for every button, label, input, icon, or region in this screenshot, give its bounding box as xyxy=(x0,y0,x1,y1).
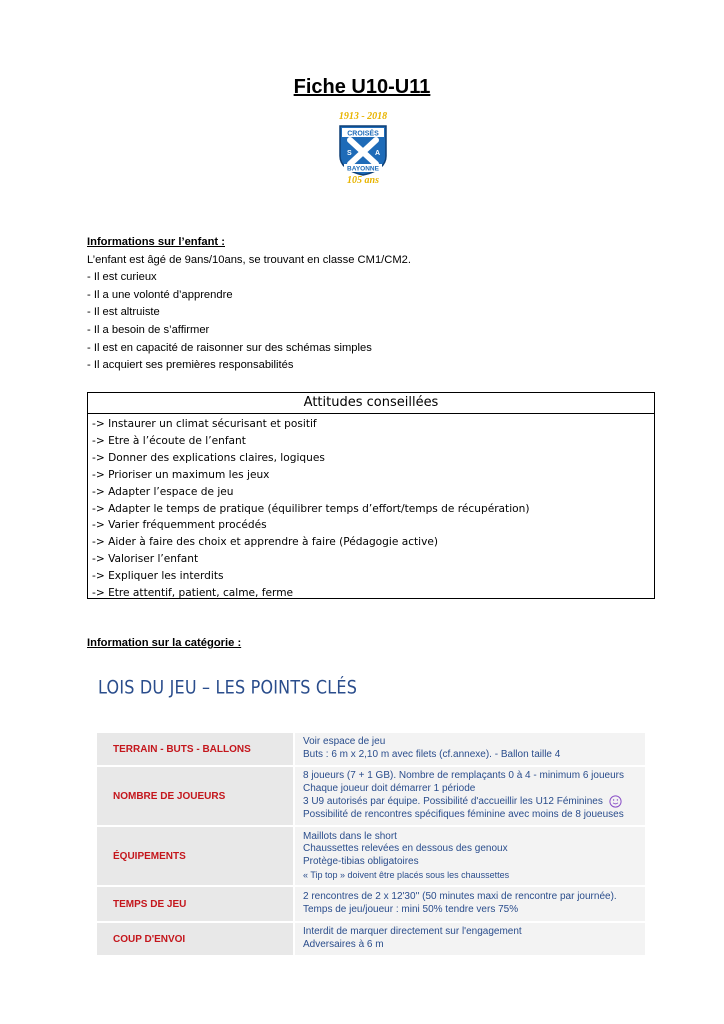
attitude-item: -> Instaurer un climat sécurisant et positif xyxy=(92,418,317,430)
laws-row-label: NOMBRE DE JOUEURS xyxy=(97,767,293,825)
attitude-item: -> Adapter le temps de pratique (équilibrer temps d’effort/temps de récupération) xyxy=(92,502,530,515)
laws-table xyxy=(97,731,645,957)
svg-text:A: A xyxy=(375,150,381,157)
child-info-item: - Il est en capacité de raisonner sur des schémas simples xyxy=(87,341,372,354)
laws-line: Voir espace de jeu xyxy=(303,736,386,748)
laws-line: Possibilité de rencontres spécifiques féminine avec moins de 8 joueuses xyxy=(303,809,624,821)
laws-row-content xyxy=(295,887,645,921)
category-heading: Information sur la catégorie : xyxy=(87,637,242,649)
logo-years-text: 1913 - 2018 xyxy=(338,111,388,122)
laws-row-content xyxy=(295,767,645,825)
laws-row-terrain xyxy=(97,733,645,765)
laws-title: LOIS DU JEU – LES POINTS CLÉS xyxy=(98,676,358,699)
attitudes-box xyxy=(87,392,655,599)
child-info-heading: Informations sur l’enfant : xyxy=(87,236,225,248)
club-logo xyxy=(329,111,397,189)
laws-line: Adversaires à 6 m xyxy=(303,939,384,950)
laws-line: Chaque joueur doit démarrer 1 période xyxy=(303,782,476,794)
laws-line: Protège-tibias obligatoires xyxy=(303,856,419,867)
laws-line: Chaussettes relevées en dessous des genoux xyxy=(303,843,508,855)
child-info-item: - Il acquiert ses premières responsabilités xyxy=(87,359,294,372)
attitude-item: -> Valoriser l’enfant xyxy=(92,553,199,566)
laws-row-joueurs xyxy=(97,767,645,825)
attitude-item: -> Expliquer les interdits xyxy=(92,570,224,583)
svg-text:S: S xyxy=(347,150,352,157)
laws-row-label: TEMPS DE JEU xyxy=(97,887,293,921)
laws-row-content xyxy=(295,827,645,885)
svg-text:BAYONNE: BAYONNE xyxy=(347,165,379,173)
child-info-item: - Il est altruiste xyxy=(87,306,160,319)
svg-text:CROISÉS: CROISÉS xyxy=(347,130,379,138)
attitudes-heading: Attitudes conseillées xyxy=(88,393,654,414)
laws-line: Temps de jeu/joueur : mini 50% tendre vers 75% xyxy=(303,904,519,915)
page-title: Fiche U10-U11 xyxy=(293,76,431,98)
attitude-item: -> Prioriser un maximum les jeux xyxy=(92,468,270,481)
laws-line: 2 rencontres de 2 x 12'30'' (50 minutes maxi de rencontre par journée). xyxy=(303,891,617,903)
attitude-item: -> Varier fréquemment procédés xyxy=(92,519,267,532)
laws-line: Maillots dans le short xyxy=(303,830,397,842)
child-info-section xyxy=(87,234,647,375)
attitude-item: -> Etre à l’écoute de l’enfant xyxy=(92,434,246,447)
attitude-item: -> Aider à faire des choix et apprendre à faire (Pédagogie active) xyxy=(92,536,439,549)
child-info-intro: L’enfant est âgé de 9ans/10ans, se trouvant en classe CM1/CM2. xyxy=(87,253,412,266)
laws-line: « Tip top » doivent être placés sous les chaussettes xyxy=(303,869,510,880)
laws-row-label: TERRAIN - BUTS - BALLONS xyxy=(97,733,293,765)
laws-row-content xyxy=(295,923,645,955)
laws-line: Buts : 6 m x 2,10 m avec filets (cf.annexe). - Ballon taille 4 xyxy=(303,749,561,760)
laws-row-coup-envoi xyxy=(97,923,645,955)
club-crest-icon xyxy=(338,124,388,176)
logo-anniversary-text: 105 ans xyxy=(347,175,379,186)
attitude-item: -> Donner des explications claires, logiques xyxy=(92,451,325,464)
laws-row-label: ÉQUIPEMENTS xyxy=(97,827,293,885)
laws-line-with-smiley xyxy=(303,795,639,809)
child-info-item: - Il est curieux xyxy=(87,271,157,284)
child-info-item: - Il a besoin de s’affirmer xyxy=(87,323,210,336)
attitude-item: -> Etre attentif, patient, calme, ferme xyxy=(92,587,294,600)
laws-line: 8 joueurs (7 + 1 GB). Nombre de remplaçants 0 à 4 - minimum 6 joueurs xyxy=(303,770,624,782)
laws-line: 3 U9 autorisés par équipe. Possibilité d'accueillir les U12 Féminines xyxy=(303,796,603,808)
laws-row-content xyxy=(295,733,645,765)
laws-row-temps xyxy=(97,887,645,921)
child-info-item: - Il a une volonté d’apprendre xyxy=(87,288,233,301)
laws-row-equipements xyxy=(97,827,645,885)
attitude-item: -> Adapter l’espace de jeu xyxy=(92,485,234,498)
laws-line: Interdit de marquer directement sur l'engagement xyxy=(303,926,522,938)
attitudes-list xyxy=(88,414,654,602)
laws-row-label: COUP D'ENVOI xyxy=(97,923,293,955)
smiley-icon xyxy=(609,795,622,808)
